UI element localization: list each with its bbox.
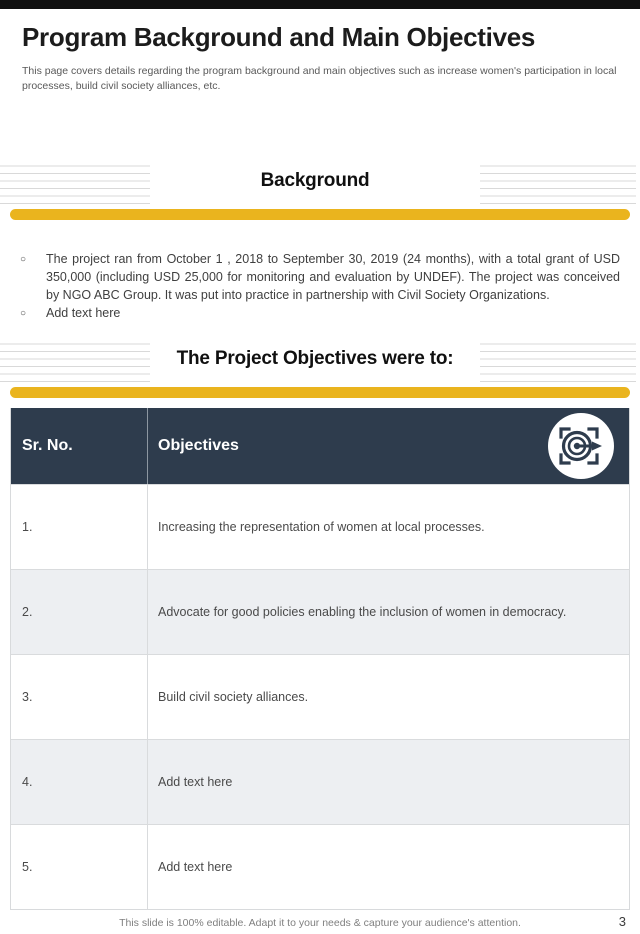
objectives-heading-block — [0, 335, 640, 383]
table-row — [11, 484, 629, 569]
table-row — [11, 824, 629, 909]
table-row — [11, 739, 629, 824]
page-footer — [0, 914, 640, 934]
page-header — [0, 22, 640, 94]
accent-divider-bar — [10, 209, 630, 220]
heading-box — [150, 331, 480, 386]
page-subtitle: This page covers details regarding the program background and main objectives such as increase women's participation in local processes, build civil society alliances, etc. — [22, 65, 617, 92]
table-row — [11, 654, 629, 739]
row-sr-no: 2. — [11, 570, 148, 654]
row-objective: Add text here — [158, 860, 233, 874]
bullet-text-placeholder[interactable]: Add text here — [46, 306, 121, 320]
row-objective: Build civil society alliances. — [158, 690, 309, 704]
row-objective: Advocate for good policies enabling the inclusion of women in democracy. — [158, 605, 567, 619]
background-heading: Background — [260, 169, 370, 191]
row-sr-no: 3. — [11, 655, 148, 739]
page-number: 3 — [618, 914, 626, 929]
background-section — [0, 157, 640, 323]
row-objective: Increasing the representation of women at local processes. — [158, 520, 485, 534]
bullet-circle-icon: ○ — [20, 308, 27, 319]
table-body — [11, 484, 629, 909]
bullet-text: The project ran from October 1 , 2018 to September 30, 2019 (24 months), with a total grant of USD 350,000 (including USD 25,000 for monitoring and evaluation by UNDEF). The project was conceived by NGO ABC Group. It was put into practice in partnership with Civil Society Organizations. — [46, 252, 620, 302]
objectives-table — [10, 408, 630, 910]
row-sr-no: 5. — [11, 825, 148, 909]
top-accent-bar — [0, 0, 640, 9]
table-header-row — [11, 408, 629, 484]
background-bullet-list — [20, 250, 620, 323]
objectives-heading: The Project Objectives were to: — [176, 347, 454, 369]
col-header-sr-no: Sr. No. — [11, 408, 148, 484]
heading-box — [150, 153, 480, 208]
row-sr-no: 1. — [11, 485, 148, 569]
row-sr-no: 4. — [11, 740, 148, 824]
row-objective: Add text here — [158, 775, 233, 789]
accent-divider-bar — [10, 387, 630, 398]
bullet-item — [20, 304, 620, 323]
bullet-item — [20, 250, 620, 304]
footer-note: This slide is 100% editable. Adapt it to your needs & capture your audience's attention. — [119, 917, 521, 929]
bullet-circle-icon: ○ — [20, 254, 27, 265]
table-row — [11, 569, 629, 654]
col-header-objectives: Objectives — [158, 437, 239, 454]
objectives-section — [0, 335, 640, 910]
page-title: Program Background and Main Objectives — [22, 22, 536, 52]
target-dart-icon — [548, 413, 614, 479]
background-heading-block — [0, 157, 640, 205]
